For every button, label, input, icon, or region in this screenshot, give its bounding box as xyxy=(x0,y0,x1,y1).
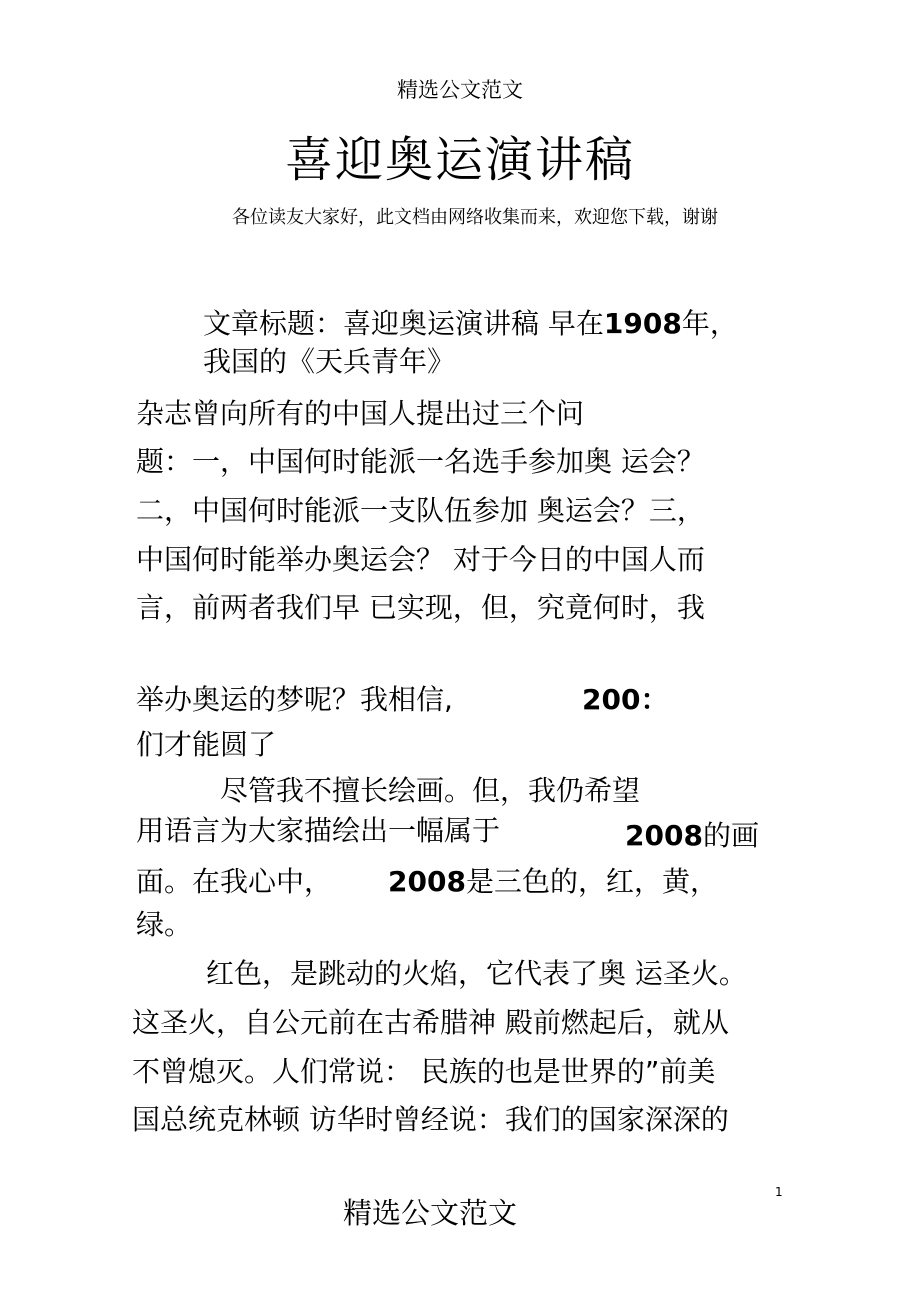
page-footer: 精选公文范文 xyxy=(342,1196,517,1230)
body-line-11-tail xyxy=(625,819,759,852)
body-text: 是三色的，红，黄， xyxy=(465,865,718,898)
body-line-6: 中国何时能举办奥运会？ 对于今日的中国人而 xyxy=(136,543,705,576)
page-header: 精选公文范文 xyxy=(397,78,523,102)
body-line-2: 我国的《天兵青年》 xyxy=(203,345,456,378)
body-line-12: 面。在我心中， xyxy=(136,865,333,898)
body-line-17: 国总统克林顿 访华时曾经说：我们的国家深深的 xyxy=(132,1103,729,1136)
body-line-8: 举办奥运的梦呢？我相信, xyxy=(136,683,453,716)
body-line-10: 尽管我不擅长绘画。但，我仍希望 xyxy=(220,774,641,807)
body-line-3: 杂志曾向所有的中国人提出过三个问 xyxy=(136,397,585,430)
body-line-4: 题：一，中国何时能派一名选手参加奥 运会？ xyxy=(136,445,705,478)
body-line-9: 们才能圆了 xyxy=(136,728,277,761)
download-notice: 各位读友大家好，此文档由网络收集而来，欢迎您下载，谢谢 xyxy=(232,207,718,228)
body-line-7: 言，前两者我们早 已实现，但，究竟何时，我 xyxy=(136,591,705,624)
body-line-5: 二，中国何时能派一支队伍参加 奥运会？三， xyxy=(136,494,705,527)
body-text: 的画 xyxy=(702,819,759,852)
body-line-11: 用语言为大家描绘出一幅属于 xyxy=(136,814,501,847)
body-text: 年， xyxy=(681,307,738,340)
body-line-16: 不曾熄灭。人们常说： 民族的也是世界的”前美 xyxy=(132,1055,716,1088)
body-text: 文章标题：喜迎奥运演讲稿 早在 xyxy=(203,307,604,340)
body-line-12-tail xyxy=(388,865,718,898)
body-line-14: 红色，是跳动的火焰，它代表了奥 运圣火。 xyxy=(206,957,747,990)
body-line-1 xyxy=(203,307,738,340)
year-number: 1908 xyxy=(603,307,682,340)
body-line-15: 这圣火，自公元前在古希腊神 殿前燃起后，就从 xyxy=(132,1006,729,1039)
year-number: 2008 xyxy=(625,819,703,852)
body-line-13: 绿。 xyxy=(136,908,193,941)
year-number: 2008 xyxy=(388,865,466,898)
body-line-8-number: 200： xyxy=(582,683,669,716)
page-number: 1 xyxy=(775,1185,783,1199)
document-title: 喜迎奥运演讲稿 xyxy=(284,132,635,188)
